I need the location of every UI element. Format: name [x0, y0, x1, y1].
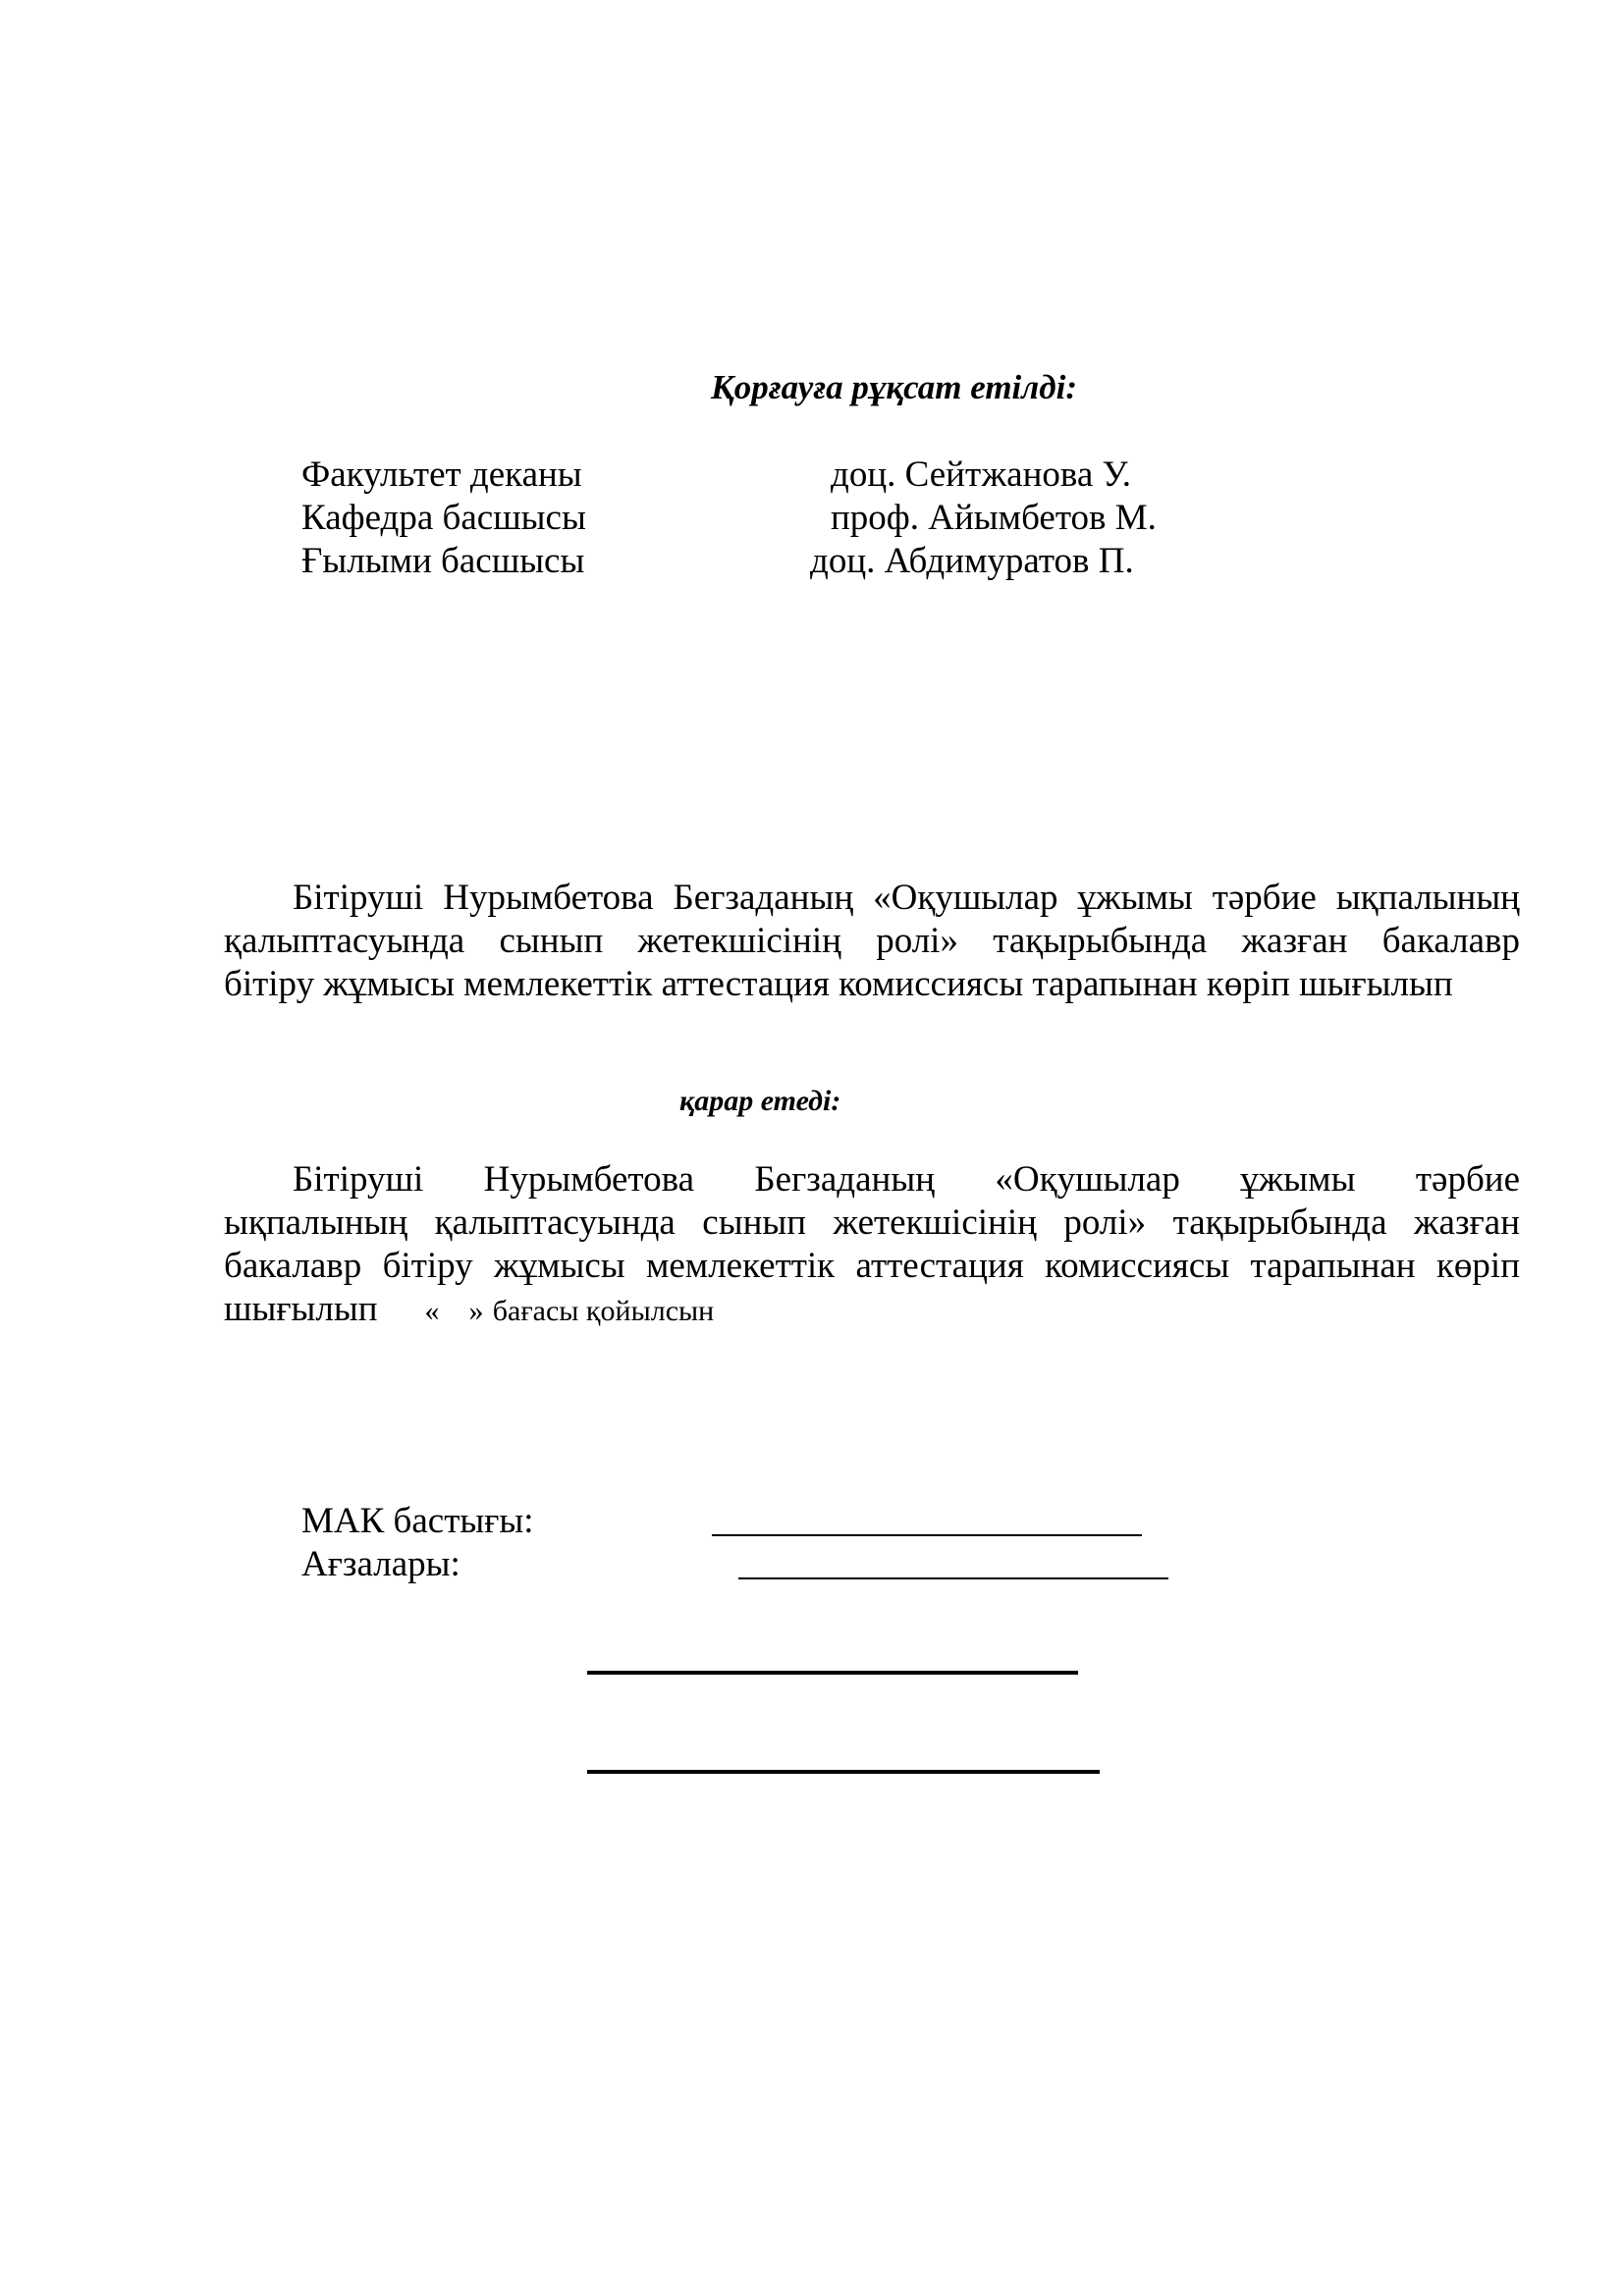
intro-line: бітіру жұмысы мемлекеттік аттестация комиссиясы тарапынан көріп шығылып	[224, 964, 1453, 1004]
decision-line: бакалавр бітіру жұмысы мемлекеттік аттестация комиссиясы тарапынан көріп	[224, 1246, 1520, 1286]
grade-text: бағасы қойылсын	[492, 1295, 715, 1327]
decision-line: Бітіруші Нурымбетова Бегзаданың «Оқушылар ұжымы тәрбие	[293, 1159, 1520, 1200]
commission-members-label: Ағзалары:	[301, 1544, 460, 1584]
chair-name: проф. Айымбетов М.	[831, 498, 1157, 538]
dean-role: Факультет деканы	[301, 454, 582, 495]
commission-chair-label: МАК бастығы:	[301, 1501, 534, 1541]
member-signature-line	[587, 1770, 1100, 1774]
grade-open-quote: «	[424, 1295, 440, 1327]
member-signature-line	[738, 1577, 1168, 1579]
supervisor-name: доц. Абдимуратов П.	[810, 541, 1134, 581]
decision-paragraph	[224, 1158, 1520, 1333]
member-signature-line	[587, 1671, 1078, 1675]
dean-name: доц. Сейтжанова У.	[831, 454, 1131, 495]
intro-line: Бітіруші Нурымбетова Бегзаданың «Оқушылар ұжымы тәрбие ықпалының	[293, 878, 1520, 918]
supervisor-role: Ғылыми басшысы	[301, 541, 585, 581]
decision-last-line-start: шығылып	[224, 1289, 378, 1329]
decision-line: ықпалының қалыптасуында сынып жетекшісінің ролі» тақырыбында жазған	[224, 1202, 1520, 1243]
intro-paragraph	[224, 877, 1520, 1006]
grade-close-quote: »	[468, 1295, 484, 1327]
approval-heading: Қорғауға рұқсат етілді:	[711, 368, 1077, 406]
intro-line: қалыптасуында сынып жетекшісінің ролі» тақырыбында жазған бакалавр	[224, 921, 1520, 961]
chair-role: Кафедра басшысы	[301, 498, 586, 538]
chair-signature-line	[712, 1534, 1142, 1536]
decision-last-line	[224, 1288, 1520, 1333]
decision-heading: қарар етеді:	[679, 1085, 841, 1117]
